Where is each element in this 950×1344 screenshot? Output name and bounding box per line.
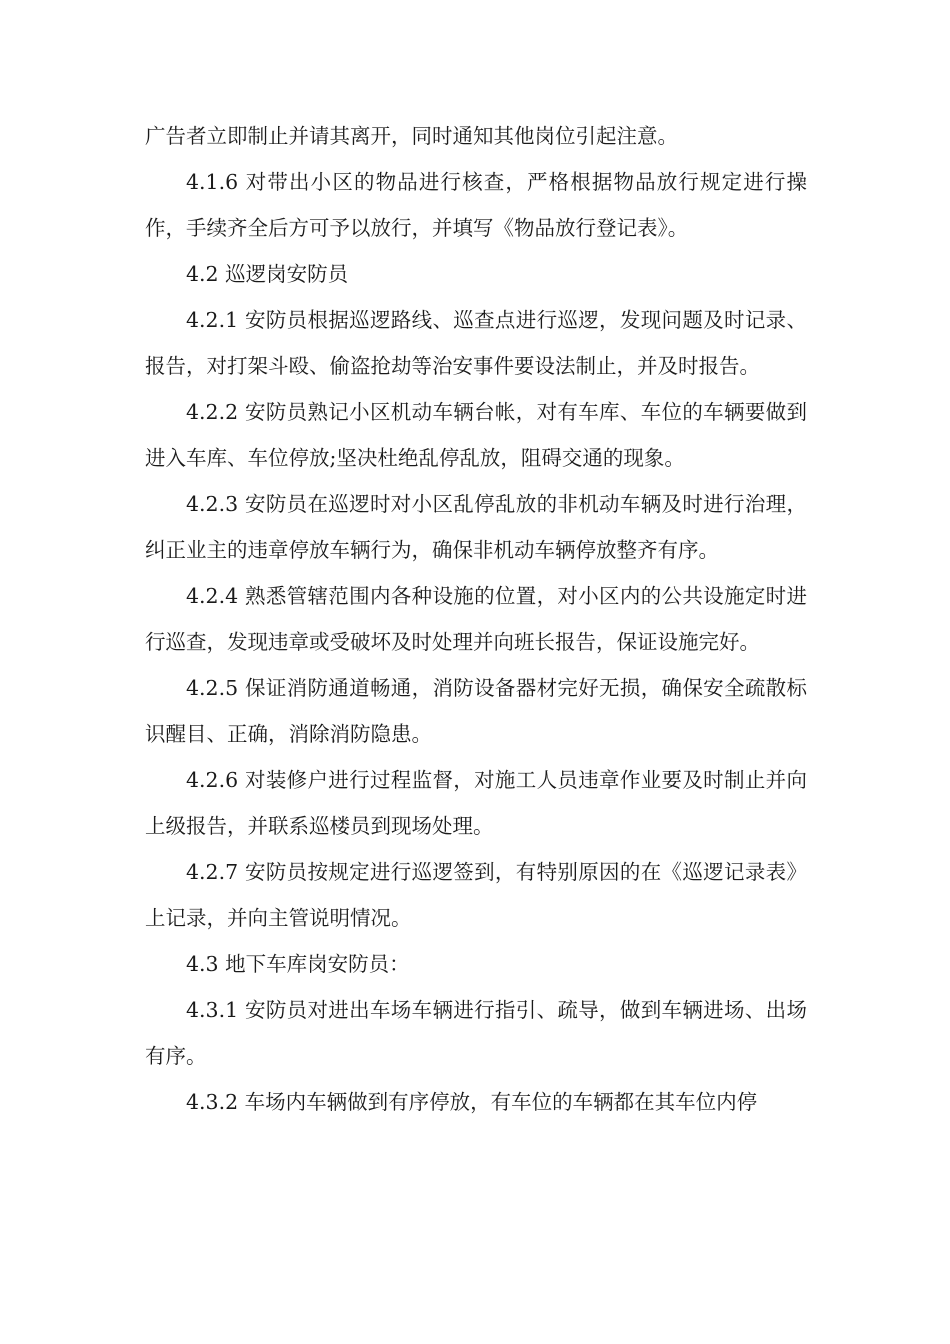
paragraph-4-2-4: 4.2.4 熟悉管辖范围内各种设施的位置，对小区内的公共设施定时进行巡查，发现违章或受破坏及时处理并向班长报告，保证设施完好。 xyxy=(145,584,807,654)
paragraph-4-3-2: 4.3.2 车场内车辆做到有序停放，有车位的车辆都在其车位内停 xyxy=(186,1090,758,1114)
section-heading-4-2: 4.2 巡逻岗安防员 xyxy=(186,262,349,286)
paragraph-4-2-1: 4.2.1 安防员根据巡逻路线、巡查点进行巡逻，发现问题及时记录、报告，对打架斗殴、偷盗抢劫等治安事件要设法制止，并及时报告。 xyxy=(145,308,807,378)
paragraph-4-2-2: 4.2.2 安防员熟记小区机动车辆台帐，对有车库、车位的车辆要做到进入车库、车位停放;坚决杜绝乱停乱放，阻碍交通的现象。 xyxy=(145,400,807,470)
section-heading-4-3: 4.3 地下车库岗安防员： xyxy=(186,952,410,976)
paragraph-4-2-7: 4.2.7 安防员按规定进行巡逻签到，有特别原因的在《巡逻记录表》上记录，并向主管说明情况。 xyxy=(145,860,807,930)
paragraph-4-3-1: 4.3.1 安防员对进出车场车辆进行指引、疏导，做到车辆进场、出场有序。 xyxy=(145,998,807,1068)
paragraph-continuation: 广告者立即制止并请其离开，同时通知其他岗位引起注意。 xyxy=(145,124,678,148)
paragraph-4-2-6: 4.2.6 对装修户进行过程监督，对施工人员违章作业要及时制止并向上级报告，并联系巡楼员到现场处理。 xyxy=(145,768,807,838)
paragraph-4-2-3: 4.2.3 安防员在巡逻时对小区乱停乱放的非机动车辆及时进行治理，纠正业主的违章停放车辆行为，确保非机动车辆停放整齐有序。 xyxy=(145,492,807,562)
paragraph-4-2-5: 4.2.5 保证消防通道畅通，消防设备器材完好无损，确保安全疏散标识醒目、正确，消除消防隐患。 xyxy=(145,676,807,746)
document-body xyxy=(145,113,807,1125)
paragraph-4-1-6: 4.1.6 对带出小区的物品进行核查，严格根据物品放行规定进行操作，手续齐全后方可予以放行，并填写《物品放行登记表》。 xyxy=(145,170,807,240)
